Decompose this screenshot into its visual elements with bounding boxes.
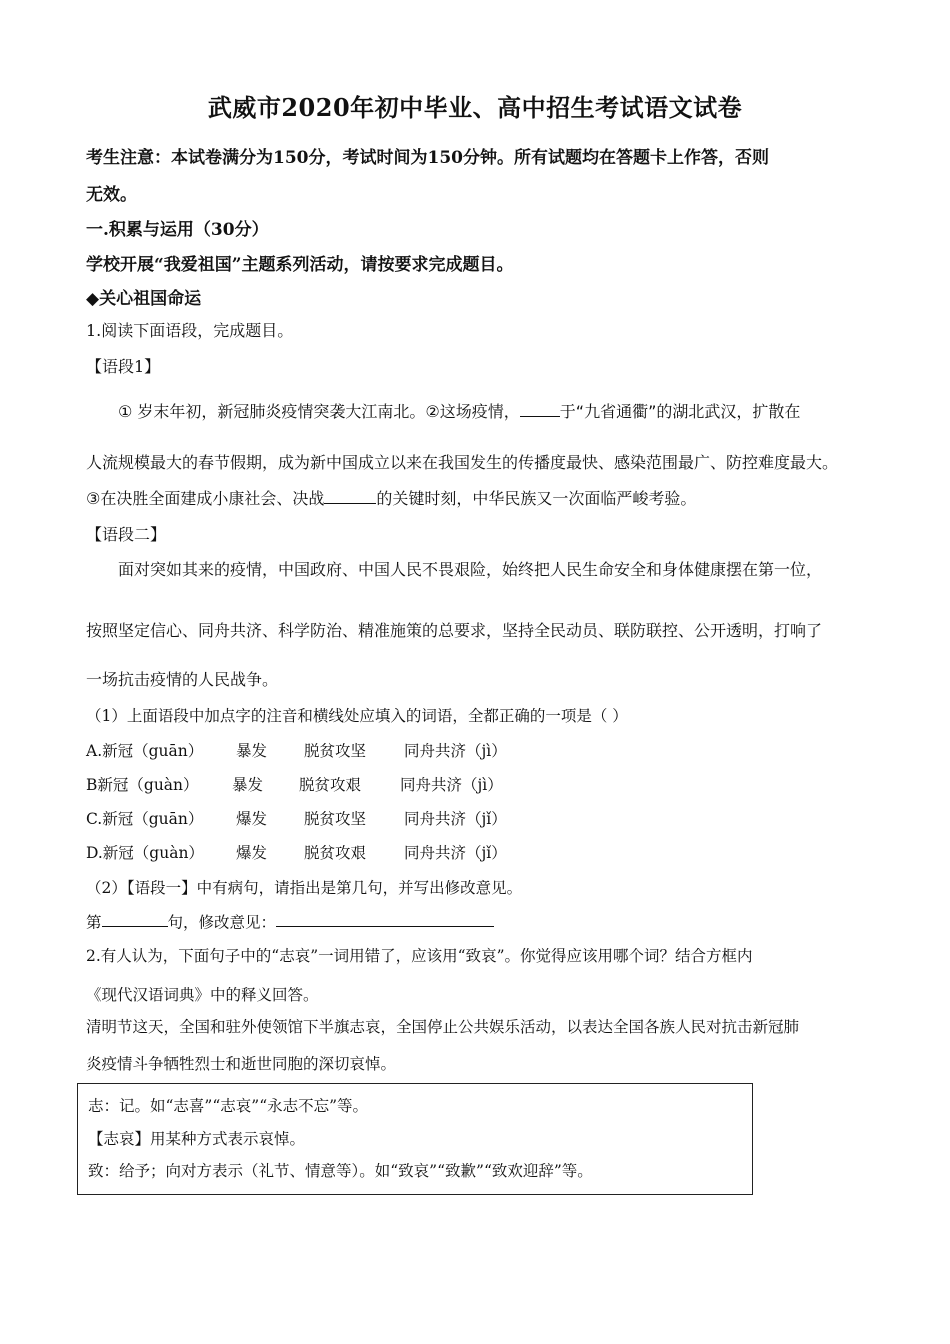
q2-line-4: 炎疫情斗争牺牲烈士和逝世同胞的深切哀悼。 — [86, 1055, 397, 1073]
sub1-stem: （1）上面语段中加点字的注音和横线处应填入的词语，全都正确的一项是（ ） — [86, 707, 628, 725]
option-a-word3: 同舟共济（jì） — [404, 742, 507, 760]
sub2-answer-line — [86, 910, 494, 932]
notice-line-2: 无效。 — [86, 185, 137, 205]
option-c-word1: 爆发 — [236, 810, 268, 828]
sub2-stem: （2）【语段一】中有病句，请指出是第几句，并写出修改意见。 — [86, 879, 523, 897]
option-a-word1: 暴发 — [236, 742, 268, 760]
option-c-word2: 脱贫攻坚 — [304, 810, 367, 828]
option-d-word2: 脱贫攻艰 — [304, 844, 367, 862]
option-b-word2: 脱贫攻艰 — [299, 776, 362, 794]
para1-line-3 — [86, 486, 696, 509]
section-heading: 一.积累与运用（30分） — [86, 220, 269, 240]
option-b-word1: 暴发 — [232, 776, 264, 794]
option-b-word3: 同舟共济（jì） — [400, 776, 503, 794]
option-a-word2: 脱贫攻坚 — [304, 742, 367, 760]
revision-blank[interactable] — [276, 910, 494, 927]
option-b-pinyin: B新冠（guàn） — [86, 776, 199, 794]
para1-line-3-a: ③在决胜全面建成小康社会、决战 — [86, 489, 325, 508]
q2-line-2: 《现代汉语词典》中的释义回答。 — [86, 986, 319, 1004]
para1-label: 【语段1】 — [86, 357, 161, 376]
para1-line-1-b: 于“九省通衢”的湖北武汉，扩散在 — [559, 402, 801, 421]
para1-line-3-b: 的关键时刻，中华民族又一次面临严峻考验。 — [376, 489, 697, 508]
option-c[interactable] — [86, 807, 507, 829]
para1-line-1-a: ① 岁末年初，新冠肺炎疫情突袭大江南北。②这场疫情， — [118, 402, 520, 421]
q2-line-3: 清明节这天，全国和驻外使领馆下半旗志哀，全国停止公共娱乐活动，以表达全国各族人民对抗击新冠肺 — [86, 1018, 800, 1036]
para2-line-3: 一场抗击疫情的人民战争。 — [86, 670, 279, 689]
option-d-word3: 同舟共济（jǐ） — [404, 844, 507, 862]
option-c-word3: 同舟共济（jǐ） — [404, 810, 507, 828]
q1-stem: 1.阅读下面语段，完成题目。 — [86, 321, 294, 340]
dictionary-entry-2: 【志哀】用某种方式表示哀悼。 — [88, 1130, 306, 1148]
notice-line-1: 考生注意：本试卷满分为150分，考试时间为150分钟。所有试题均在答题卡上作答，否则 — [86, 148, 769, 168]
option-d[interactable] — [86, 841, 507, 863]
sentence-number-blank[interactable] — [102, 910, 168, 927]
dictionary-entry-3: 致：给予；向对方表示（礼节、情意等）。如“致哀”“致歉”“致欢迎辞”等。 — [88, 1162, 593, 1180]
section-intro: 学校开展“我爱祖国”主题系列活动，请按要求完成题目。 — [86, 255, 514, 275]
dictionary-entry-1: 志：记。如“志喜”“志哀”“永志不忘”等。 — [88, 1097, 369, 1115]
option-a[interactable] — [86, 739, 507, 761]
sub2-answer-label: 句，修改意见： — [167, 913, 277, 932]
page-title: 武威市2020年初中毕业、高中招生考试语文试卷 — [207, 93, 743, 122]
sub2-answer-prefix: 第 — [86, 913, 102, 932]
para2-label: 【语段二】 — [86, 525, 167, 544]
para2-line-1: 面对突如其来的疫情，中国政府、中国人民不畏艰险，始终把人民生命安全和身体健康摆在第一位， — [118, 560, 823, 579]
para1-line-2: 人流规模最大的春节假期，成为新中国成立以来在我国发生的传播度最快、感染范围最广、防控难度最大。 — [86, 453, 839, 472]
para2-line-2: 按照坚定信心、同舟共济、科学防治、精准施策的总要求，坚持全民动员、联防联控、公开透明，打响了 — [86, 621, 823, 640]
para1-line-1 — [118, 399, 800, 422]
option-d-pinyin: D.新冠（guàn） — [86, 844, 204, 862]
fill-blank-2 — [324, 486, 376, 504]
section-subheading: ◆关心祖国命运 — [86, 289, 202, 309]
option-c-pinyin: C.新冠（guān） — [86, 810, 204, 828]
option-d-word1: 爆发 — [236, 844, 268, 862]
option-a-pinyin: A.新冠（guān） — [86, 742, 204, 760]
option-b[interactable] — [86, 773, 503, 795]
fill-blank-1 — [520, 399, 560, 417]
q2-line-1: 2.有人认为，下面句子中的“志哀”一词用错了，应该用“致哀”。你觉得应该用哪个词？结合方框内 — [86, 947, 753, 965]
